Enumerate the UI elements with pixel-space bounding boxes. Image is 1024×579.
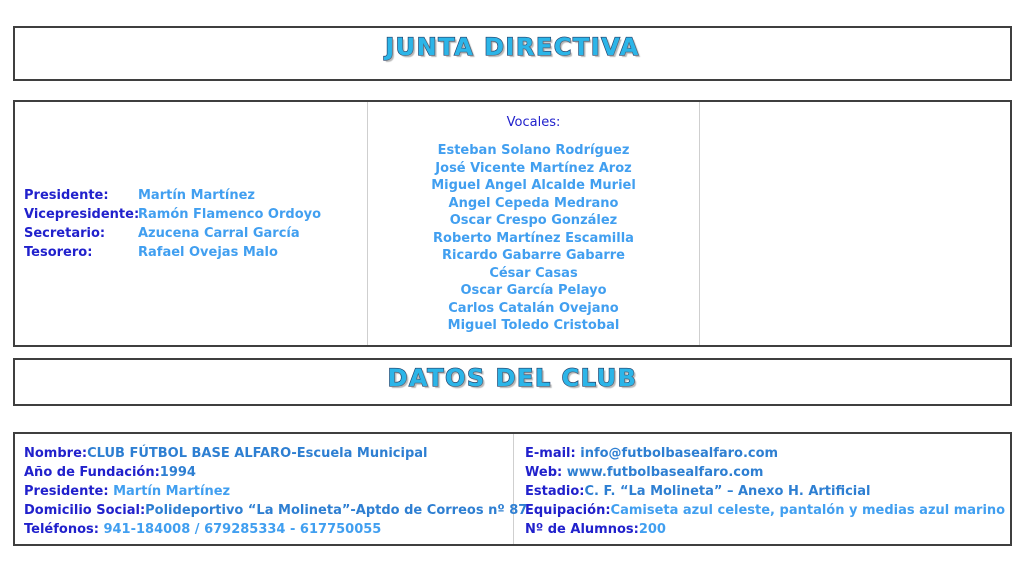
officer-label: Tesorero: [24, 244, 93, 260]
club-data-value: C. F. “La Molineta” – Anexo H. Artificial [584, 484, 871, 499]
vocal-name: José Vicente Martínez Aroz [435, 160, 632, 176]
officer-name: Martín Martínez [138, 187, 255, 203]
club-data-value: CLUB FÚTBOL BASE ALFARO-Escuela Municipal [87, 446, 428, 461]
club-data-value: Polideportivo “La Molineta”-Aptdo de Correos nº 87 [145, 503, 528, 518]
club-data-row [525, 444, 1010, 463]
club-data-row [24, 501, 528, 520]
club-data-label: E-mail: [525, 446, 581, 461]
vocal-name: Oscar García Pelayo [460, 283, 607, 298]
club-data-value: www.futbolbasealfaro.com [566, 465, 764, 480]
datos-club-table [13, 432, 1012, 546]
club-data-label: Nº de Alumnos: [525, 522, 639, 537]
club-data-label: Domicilio Social: [24, 503, 146, 518]
officer-name: Ramón Flamenco Ordoyo [138, 206, 322, 222]
club-data-label: Estadio: [525, 484, 585, 499]
vocal-name: Carlos Catalán Ovejano [448, 300, 619, 316]
club-data-value: Camiseta azul celeste, pantalón y medias azul marino [610, 503, 1006, 518]
vocal-name: César Casas [489, 265, 578, 281]
vocal-name: Esteban Solano Rodríguez [437, 143, 630, 158]
officer-row [24, 205, 321, 224]
officers-list [15, 186, 321, 262]
junta-directiva-header [13, 26, 1012, 81]
vocal-name: Oscar Crespo González [449, 213, 618, 228]
club-data-row [525, 520, 1010, 539]
club-data-label: Nombre: [24, 446, 88, 461]
officer-label: Presidente: [24, 187, 109, 203]
officer-label: Secretario: [24, 225, 106, 241]
club-data-value: 1994 [159, 465, 196, 480]
club-data-label: Presidente: [24, 484, 114, 499]
club-data-row [24, 482, 513, 501]
club-data-row [24, 444, 513, 463]
club-data-row [525, 501, 1010, 520]
vocales-label: Vocales: [506, 115, 561, 130]
club-data-row [24, 463, 513, 482]
vocal-name: Miguel Angel Alcalde Muriel [431, 178, 636, 193]
empty-column [700, 102, 1010, 345]
club-data-value: Martín Martínez [113, 484, 231, 499]
datos-club-header [13, 358, 1012, 406]
club-data-row [525, 482, 1010, 501]
officer-row [24, 186, 321, 205]
officer-name: Azucena Carral García [138, 225, 300, 241]
club-data-value: 941-184008 / 679285334 - 617750055 [103, 522, 382, 537]
vocal-name: Ricardo Gabarre Gabarre [442, 248, 625, 263]
officer-name: Rafael Ovejas Malo [138, 244, 278, 260]
officer-row [24, 243, 321, 262]
vocales-column [367, 102, 700, 345]
club-data-value: 200 [638, 522, 666, 537]
officer-label: Vicepresidente: [24, 206, 140, 222]
club-data-label: Teléfonos: [24, 522, 104, 537]
vocal-name: Angel Cepeda Medrano [448, 195, 619, 211]
vocal-name: Roberto Martínez Escamilla [433, 230, 634, 246]
club-data-label: Web: [525, 465, 567, 480]
officer-row [24, 224, 321, 243]
vocal-name: Miguel Toledo Cristobal [447, 318, 620, 333]
club-data-left-column [15, 434, 528, 544]
club-data-value: info@futbolbasealfaro.com [580, 446, 779, 461]
club-data-row [24, 520, 513, 539]
club-data-row [525, 463, 1010, 482]
officers-column [15, 102, 367, 345]
club-data-label: Año de Fundación: [24, 465, 160, 480]
junta-directiva-table [13, 100, 1012, 347]
junta-directiva-title: JUNTA DIRECTIVA [385, 33, 640, 61]
datos-club-title: DATOS DEL CLUB [387, 364, 638, 392]
club-data-right-column [514, 434, 1010, 544]
club-data-label: Equipación: [525, 503, 611, 518]
